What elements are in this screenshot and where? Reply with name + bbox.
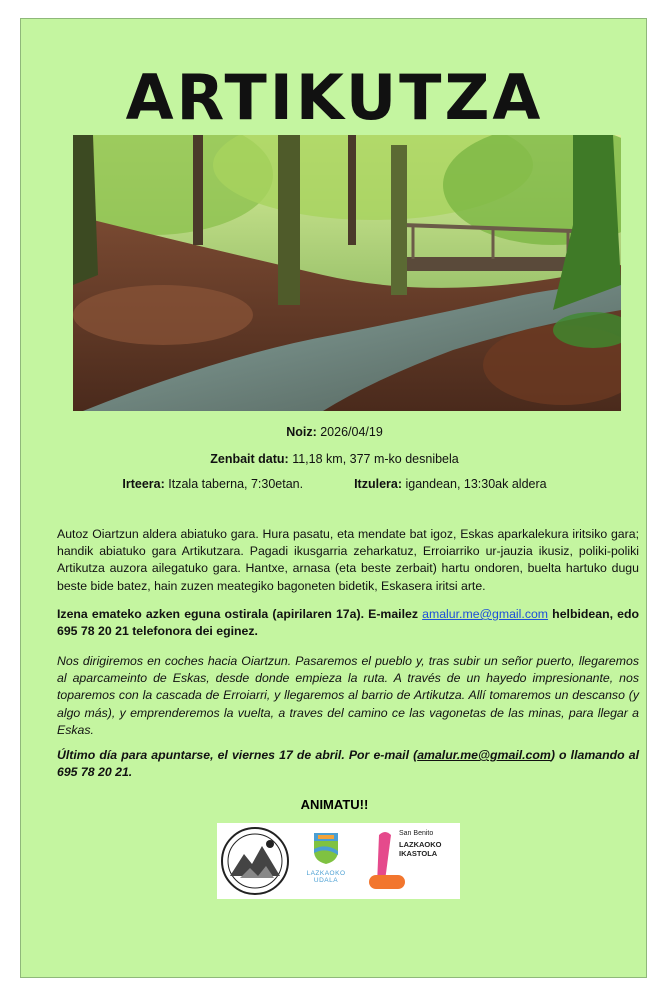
ikastola-line3: IKASTOLA <box>399 849 438 858</box>
sponsor-logos <box>217 823 460 899</box>
description-spanish: Nos dirigiremos en coches hacia Oiartzun. Pasaremos el pueblo y, tras subir un señor puerto, llegaremos al aparcameinto de Eskas, desde donde empieza la ruta. A través de un hayedo impresionante, nos toparemos con la cascada de Erroiarri, y llegaremos al barrio de Artikutza. Allí tomaremos un descanso (y algo más), y emprenderemos la vuelta, a traves del camino ce las vagonetas de las minas, para llegar a Eskas. <box>57 654 639 737</box>
description-basque: Autoz Oiartzun aldera abiatuko gara. Hura pasatu, eta mendate bat igoz, Eskas aparkalekura iritsiko gara; handik abiatuko gara Artikutzara. Pagadi ikusgarria zeharkatuz, Erroiarriko ur-jauzia ikusiz, poliki-poliki Artikutza auzora ailegatuko gara. Hantxe, arnasa (eta beste zerbait) hartu ondoren, buelta hartuko dugu beste bide batez, hain zuzen meategiko bagoneten bidetik, Eskasera iritsi arte. <box>57 527 639 593</box>
udala-caption-1: LAZKAOKO <box>306 870 346 877</box>
ikastola-emblem-icon <box>365 829 405 895</box>
date-line <box>21 425 648 439</box>
return-label: Itzulera: <box>354 477 403 491</box>
ikastola-line2: LAZKAOKO <box>399 840 442 849</box>
ikastola-line1: San Benito <box>399 830 434 837</box>
flyer-page <box>20 18 647 978</box>
udala-emblem-icon <box>312 831 340 865</box>
forest-stream-photo <box>73 135 621 411</box>
signup-spanish-after: ) o llamando al 695 78 20 21. <box>57 748 639 780</box>
signup-spanish <box>57 747 639 781</box>
signup-basque <box>57 606 639 640</box>
ikastola-name <box>399 840 442 858</box>
email-link[interactable]: amalur.me@gmail.com <box>422 607 549 621</box>
data-label: Zenbait datu: <box>210 452 289 466</box>
departure-label: Irteera: <box>122 477 165 491</box>
lazkao-udala-logo <box>305 831 347 893</box>
signup-spanish-before: Último día para apuntarse, el viernes 17 de abril. Por e-mail ( <box>57 748 418 762</box>
udala-caption-2: UDALA <box>313 877 339 884</box>
mountain-club-logo <box>220 826 290 896</box>
signup-basque-after: helbidean, edo 695 78 20 21 telefonora dei eginez. <box>57 607 639 639</box>
date-label: Noiz: <box>286 425 317 439</box>
schedule-line <box>21 477 648 491</box>
cheer-text: ANIMATU!! <box>300 797 369 812</box>
date-value: 2026/04/19 <box>320 425 383 439</box>
data-line <box>21 452 648 466</box>
return-value: igandean, 13:30ak aldera <box>405 477 547 491</box>
flyer-title: ARTIKUTZA <box>125 61 544 134</box>
signup-basque-before: Izena emateko azken eguna ostirala (apirilaren 17a). E-mailez <box>57 607 423 621</box>
ikastola-logo <box>365 827 459 897</box>
data-value: 11,18 km, 377 m-ko desnibela <box>292 452 459 466</box>
departure-value: Itzala taberna, 7:30etan. <box>168 477 304 491</box>
email-text[interactable]: amalur.me@gmail.com <box>417 748 551 762</box>
